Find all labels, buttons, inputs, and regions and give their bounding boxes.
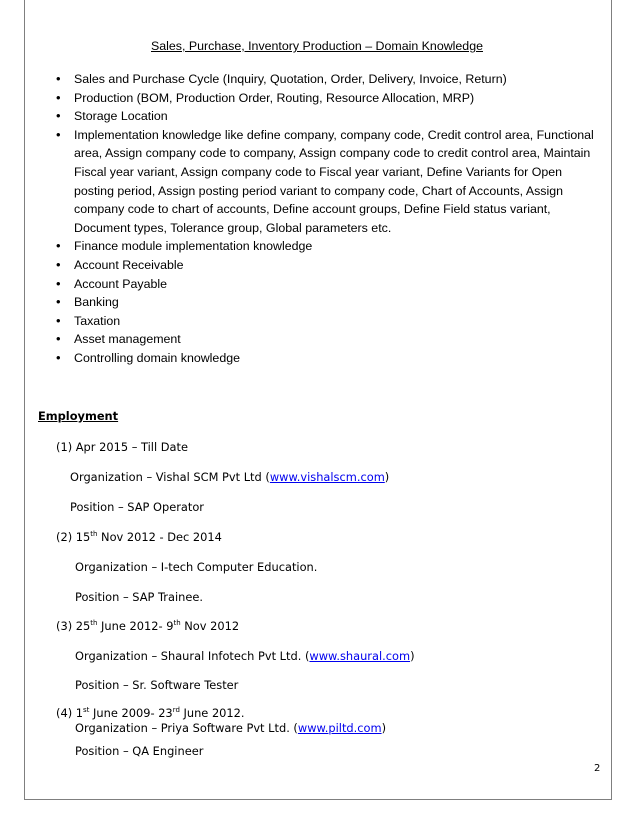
list-item: • Finance module implementation knowledge <box>56 237 601 256</box>
list-item: • Account Payable <box>56 275 601 294</box>
org-suffix: ) <box>410 649 415 663</box>
piltd-link[interactable]: www.piltd.com <box>297 721 382 735</box>
ordinal-suffix: th <box>90 530 98 539</box>
period-text: June 2009- 23 <box>89 706 173 720</box>
list-item: • Production (BOM, Production Order, Routing, Resource Allocation, MRP) <box>56 89 601 108</box>
job-4-period <box>56 706 245 720</box>
ordinal-suffix: rd <box>172 706 180 715</box>
ordinal-suffix: th <box>173 619 181 628</box>
list-item: • Controlling domain knowledge <box>56 349 601 368</box>
section-title: Sales, Purchase, Inventory Production – Domain Knowledge <box>151 39 483 53</box>
shaural-link[interactable]: www.shaural.com <box>309 649 411 663</box>
period-text: Nov 2012 <box>180 619 240 633</box>
job-4-organization <box>75 721 386 735</box>
job-2-organization: Organization – I-tech Computer Education. <box>75 560 318 574</box>
ordinal-suffix: th <box>90 619 98 628</box>
list-item: • Sales and Purchase Cycle (Inquiry, Quotation, Order, Delivery, Invoice, Return) <box>56 70 601 89</box>
vishalscm-link[interactable]: www.vishalscm.com <box>269 470 385 484</box>
org-text: Organization – Shaural Infotech Pvt Ltd. ( <box>75 649 310 663</box>
job-1-period: (1) Apr 2015 – Till Date <box>56 440 188 454</box>
list-item: • Account Receivable <box>56 256 601 275</box>
ordinal-suffix: st <box>83 706 90 715</box>
job-4-position: Position – QA Engineer <box>75 744 204 758</box>
job-2-position: Position – SAP Trainee. <box>75 590 203 604</box>
job-1-organization <box>70 470 389 484</box>
employment-heading: Employment <box>38 409 119 423</box>
period-text: (4) 1 <box>56 706 84 720</box>
page-number: 2 <box>594 763 601 774</box>
list-item: • Implementation knowledge like define company, company code, Credit control area, Functional area, Assign company code to company, Assign company code to credit control area, Maintain Fiscal year variant, Assign company code to Fiscal year variant, Define Variants for Open posting period, Assign posting period variant to company code, Chart of Accounts, Assign company code to chart of accounts, Define account groups, Define Field status variant, Document types, Tolerance group, Global parameters etc. <box>56 126 601 238</box>
domain-knowledge-list <box>56 70 601 368</box>
period-text: June 2012. <box>179 706 245 720</box>
job-3-organization <box>75 649 415 663</box>
org-suffix: ) <box>381 721 387 735</box>
job-1-position: Position – SAP Operator <box>70 500 204 514</box>
org-text: Organization – Priya Software Pvt Ltd. ( <box>75 721 298 735</box>
list-item: • Taxation <box>56 312 601 331</box>
org-suffix: ) <box>384 470 390 484</box>
period-text: (2) 15 <box>56 530 91 544</box>
list-item: • Asset management <box>56 330 601 349</box>
period-text: Nov 2012 - Dec 2014 <box>97 530 222 544</box>
list-item: • Storage Location <box>56 107 601 126</box>
job-2-period <box>56 530 222 544</box>
job-3-position: Position – Sr. Software Tester <box>75 678 239 692</box>
job-3-period <box>56 619 239 633</box>
org-text: Organization – Vishal SCM Pvt Ltd ( <box>70 470 270 484</box>
period-text: (3) 25 <box>56 619 91 633</box>
period-text: June 2012- 9 <box>97 619 174 633</box>
list-item: • Banking <box>56 293 601 312</box>
